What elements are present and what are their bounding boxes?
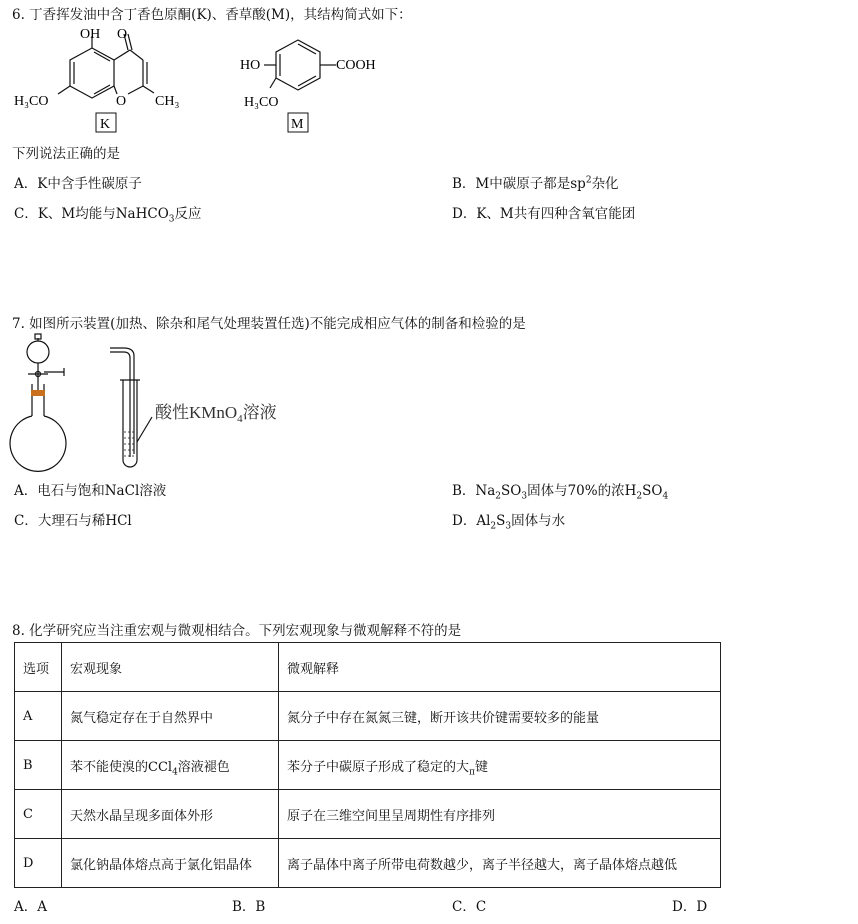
row-micro: 苯分子中碳原子形成了稳定的大$_\pi$键 xyxy=(279,741,721,790)
structure-m xyxy=(264,40,336,90)
q8-stem: 8. 化学研究应当注重宏观与微观相结合。下列宏观现象与微观解释不符的是 xyxy=(12,623,462,639)
table-header-row xyxy=(15,643,721,692)
row-micro: 氮分子中存在氮氮三键，断开该共价键需要较多的能量 xyxy=(279,692,721,741)
q7-option-b[interactable]: B．$Na_2SO_3$固体与70%的浓$H_2SO_4$ xyxy=(452,483,669,502)
table-row xyxy=(15,839,721,888)
k-o-ring: O xyxy=(116,94,127,109)
q7-stem: 7. 如图所示装置(加热、除杂和尾气处理装置任选)不能完成相应气体的制备和检验的是 xyxy=(12,316,526,332)
row-option: D xyxy=(15,839,62,888)
row-micro: 原子在三维空间里呈周期性有序排列 xyxy=(279,790,721,839)
q7-option-c[interactable]: C．大理石与稀HCl xyxy=(14,513,132,529)
q7-option-d[interactable]: D．$Al_2S_3$固体与水 xyxy=(452,513,566,532)
q8-option-a[interactable]: A．A xyxy=(14,899,47,915)
m-h3co: H₃CO xyxy=(244,95,279,110)
q6-option-b[interactable]: B．M中碳原子都是$sp^2$杂化 xyxy=(452,175,619,192)
row-macro: 氮气稳定存在于自然界中 xyxy=(62,692,279,741)
header-option: 选项 xyxy=(15,643,62,692)
funnel-bulb xyxy=(27,341,49,363)
stopper xyxy=(31,390,45,396)
row-micro: 离子晶体中离子所带电荷数越少，离子半径越大，离子晶体熔点越低 xyxy=(279,839,721,888)
q8-option-b[interactable]: B．B xyxy=(232,899,266,915)
row-option: A xyxy=(15,692,62,741)
k-o-top: O xyxy=(117,27,128,42)
q6-option-d[interactable]: D．K、M共有四种含氧官能团 xyxy=(452,206,636,222)
row-macro: 天然水晶呈现多面体外形 xyxy=(62,790,279,839)
m-cooh: COOH xyxy=(336,58,376,73)
table-row xyxy=(15,692,721,741)
row-macro: 氯化钠晶体熔点高于氯化铝晶体 xyxy=(62,839,279,888)
q7-apparatus xyxy=(0,332,320,472)
q6-structures xyxy=(0,20,420,140)
row-macro: 苯不能使溴的CCl$_4$溶液褪色 xyxy=(62,741,279,790)
q6-sub: 下列说法正确的是 xyxy=(12,146,120,162)
m-ho: HO xyxy=(240,58,261,73)
row-option: B xyxy=(15,741,62,790)
row-option: C xyxy=(15,790,62,839)
k-oh: OH xyxy=(80,27,101,42)
table-row xyxy=(15,741,721,790)
q7-option-a[interactable]: A．电石与饱和NaCl溶液 xyxy=(14,483,167,499)
table-row xyxy=(15,790,721,839)
header-macro: 宏观现象 xyxy=(62,643,279,692)
q8-option-d[interactable]: D．D xyxy=(672,899,708,915)
reagent-label: 酸性KMnO$_4$溶液 xyxy=(155,403,277,425)
structure-k xyxy=(58,34,154,98)
q8-table xyxy=(14,642,721,888)
k-ch3: CH₃ xyxy=(155,94,180,109)
k-h3co: H₃CO xyxy=(14,94,49,109)
q8-option-c[interactable]: C．C xyxy=(452,899,487,915)
q6-option-c[interactable]: C．K、M均能与NaHCO$_3$反应 xyxy=(14,206,202,225)
q6-option-a[interactable]: A．K中含手性碳原子 xyxy=(14,176,142,192)
k-label: K xyxy=(100,117,111,132)
m-label: M xyxy=(291,117,304,132)
header-micro: 微观解释 xyxy=(279,643,721,692)
q6-stem: 6. 丁香挥发油中含丁香色原酮(K)、香草酸(M)，其结构简式如下： xyxy=(12,7,412,23)
